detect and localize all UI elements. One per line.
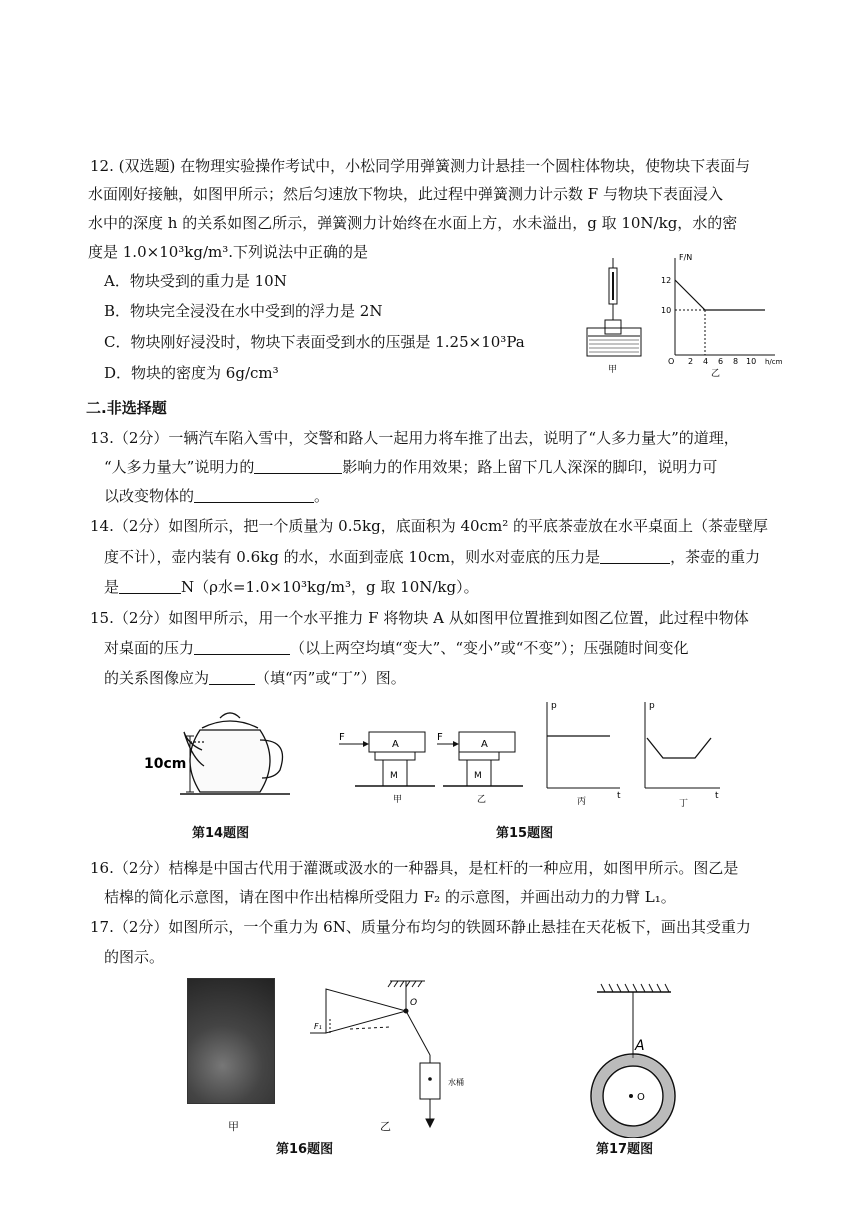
block-a-label-jia: A — [392, 739, 399, 750]
fig15-jia — [339, 732, 435, 805]
graph-tick-x2: 2 — [688, 357, 694, 366]
q13-line3-text-a: 以改变物体的 — [104, 487, 195, 505]
q16-line2: 桔槔的简化示意图，请在图中作出桔槔所受阻力 F₂ 的示意图，并画出动力的力臂 L₁。 — [104, 888, 676, 906]
fig16-caption-yi: 乙 — [380, 1120, 391, 1133]
point-a-label: A — [635, 1038, 645, 1054]
graph-tick-10: 10 — [661, 306, 672, 315]
fig15-caption-yi: 乙 — [477, 795, 487, 805]
q14-blank-1[interactable] — [600, 549, 670, 564]
q12-figure — [575, 250, 795, 380]
q12-line4: 度是 1.0×10³kg/m³.下列说法中正确的是 — [88, 243, 369, 261]
q13-line3 — [104, 486, 329, 506]
pivot-o-label: O — [410, 998, 418, 1008]
graph-bing-p: p — [551, 701, 557, 711]
q15-blank-2[interactable] — [209, 670, 255, 685]
q15-line2-text-a: 对桌面的压力 — [104, 639, 195, 657]
graph-ylabel: F/N — [679, 253, 693, 262]
fig16-caption: 第16题图 — [276, 1142, 334, 1157]
graph-ding-p: p — [649, 701, 655, 711]
q15-line1: 15.（2分）如图甲所示，用一个水平推力 F 将物块 A 从如图甲位置推到如图乙位置，此过程中物体 — [90, 609, 749, 627]
q12-line2: 水面刚好接触，如图甲所示；然后匀速放下物块，此过程中弹簧测力计示数 F 与物块下表面浸入 — [88, 185, 723, 203]
teapot-figure — [140, 700, 310, 810]
q14-line1: 14.（2分）如图所示，把一个质量为 0.5kg，底面积为 40cm² 的平底茶壶放在水平桌面上（茶壶壁厚 — [90, 517, 768, 535]
q12-line3: 水中的深度 h 的关系如图乙所示，弹簧测力计始终在水面上方，水未溢出，g 取 10N/kg，水的密 — [88, 214, 738, 232]
q17-line1: 17.（2分）如图所示，一个重力为 6N、质量分布均匀的铁圆环静止悬挂在天花板下，画出其受重力 — [90, 918, 751, 936]
block-m-label-jia: M — [390, 771, 398, 781]
graph-line — [675, 280, 765, 310]
graph-tick-x4: 4 — [703, 357, 709, 366]
graph-ding-line — [647, 738, 711, 758]
lever-diagram — [310, 975, 470, 1135]
q16-line1: 16.（2分）桔槔是中国古代用于灌溉或汲水的一种器具，是杠杆的一种应用，如图甲所示。图乙是 — [90, 859, 739, 877]
q17-line2: 的图示。 — [104, 948, 165, 966]
q13-line2 — [104, 457, 717, 477]
teapot-lid — [202, 721, 258, 728]
f-h-graph — [661, 253, 783, 379]
q14-line3-text-b: N（ρ水=1.0×10³kg/m³，g 取 10N/kg）。 — [181, 578, 479, 596]
graph-tick-x10: 10 — [746, 357, 757, 366]
force-label-jia: F — [339, 732, 345, 743]
fig15-caption-jia: 甲 — [393, 795, 403, 805]
q14-line2 — [104, 547, 760, 567]
block-m-label-yi: M — [474, 771, 482, 781]
fig17-caption: 第17题图 — [596, 1142, 654, 1157]
q15-blank-1[interactable] — [194, 640, 290, 655]
fig15-caption: 第15题图 — [496, 826, 554, 841]
fig14-caption: 第14题图 — [192, 826, 250, 841]
graph-xlabel: h/cm — [765, 358, 783, 366]
q13-blank-2[interactable] — [194, 488, 314, 503]
q15-line3-text-a: 的关系图像应为 — [104, 669, 210, 687]
teapot-body — [190, 730, 270, 792]
graph-bing — [547, 701, 621, 807]
graph-bing-caption: 丙 — [577, 797, 587, 807]
fig16-caption-jia: 甲 — [228, 1120, 239, 1133]
graph-bing-t: t — [617, 791, 621, 801]
block-a-label-yi: A — [481, 739, 488, 750]
q15-line2 — [104, 638, 689, 658]
q14-line3 — [104, 577, 479, 597]
q15-line3 — [104, 668, 406, 688]
q14-line2-text-b: ，茶壶的重力 — [670, 548, 761, 566]
q13-line2-text-a: “人多力量大”说明力的 — [104, 458, 255, 476]
ring-figure — [575, 978, 695, 1138]
q15-figure — [335, 698, 735, 813]
q13-line1: 13.（2分）一辆汽车陷入雪中，交警和路人一起用力将车推了出去，说明了“人多力量大”的道理， — [90, 429, 739, 447]
q12-option-d: D．物块的密度为 6g/cm³ — [104, 364, 279, 382]
graph-origin: O — [668, 357, 675, 366]
jiegao-photo — [187, 978, 275, 1104]
graph-ding-caption: 丁 — [679, 799, 689, 809]
q13-blank-1[interactable] — [254, 459, 342, 474]
center-o-label: O — [637, 1092, 645, 1103]
q12-option-a: A．物块受到的重力是 10N — [104, 272, 287, 290]
force-label-yi: F — [437, 732, 443, 743]
bucket-label: 水桶 — [448, 1078, 464, 1087]
teapot-lid-knob — [220, 713, 240, 718]
graph-tick-x8: 8 — [733, 357, 739, 366]
q15-line3-text-b: （填“丙”或“丁”）图。 — [255, 669, 406, 687]
q13-line2-text-b: 影响力的作用效果；路上留下几人深深的脚印，说明力可 — [342, 458, 718, 476]
q14-line2-text-a: 度不计），壶内装有 0.6kg 的水，水面到壶底 10cm，则水对壶底的压力是 — [104, 548, 601, 566]
fig12-caption-yi: 乙 — [711, 369, 721, 379]
section-heading: 二.非选择题 — [86, 399, 167, 417]
q13-line3-text-b: 。 — [314, 487, 330, 505]
teapot-height-label: 10cm — [144, 756, 187, 772]
spring-scale-diagram — [587, 258, 641, 375]
graph-tick-12: 12 — [661, 276, 672, 285]
force-f1-label: F₁ — [314, 1022, 322, 1031]
q14-line3-text-a: 是 — [104, 578, 120, 596]
graph-ding-t: t — [715, 791, 719, 801]
q12-line1: 12. (双选题) 在物理实验操作考试中，小松同学用弹簧测力计悬挂一个圆柱体物块，使物块下表面与 — [90, 157, 751, 175]
q12-option-c: C．物块刚好浸没时，物块下表面受到水的压强是 1.25×10³Pa — [104, 333, 525, 351]
fig12-caption-jia: 甲 — [608, 365, 618, 375]
q15-line2-text-b: （以上两空均填“变大”、“变小”或“不变”）；压强随时间变化 — [290, 639, 689, 657]
graph-tick-x6: 6 — [718, 357, 724, 366]
graph-ding — [645, 701, 720, 809]
q14-blank-2[interactable] — [119, 579, 181, 594]
fig15-yi — [437, 732, 523, 805]
q12-option-b: B．物块完全浸没在水中受到的浮力是 2N — [104, 302, 383, 320]
